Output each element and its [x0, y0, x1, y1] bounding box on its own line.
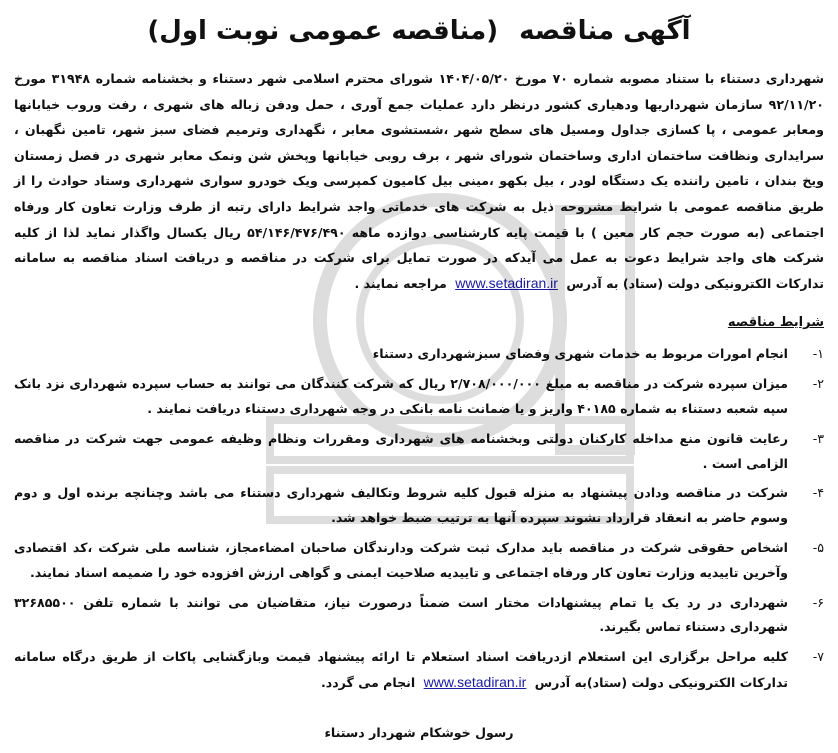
condition-number: ۶- [812, 594, 824, 610]
condition-text: انجام امورات مربوط به خدمات شهری وفضای سبزشهرداری دستناء [372, 346, 788, 362]
condition-number: ۴- [812, 485, 824, 501]
setad-link-intro[interactable]: www.setadiran.ir [455, 274, 558, 291]
title-sub: (مناقصه عمومی نوبت اول) [147, 16, 499, 46]
condition-number: ۱- [812, 346, 824, 362]
condition-text-7 [14, 645, 788, 696]
condition-text: میزان سپرده شرکت در مناقصه به مبلغ ۲/۷۰۸/۰۰۰/۰۰۰ ریال که شرکت کنندگان می توانند به حساب سپرده شهرداری نزد بانک سپه شعبه دستناء به شماره ۴۰۱۸۵ واریز و یا ضمانت نامه بانکی در وجه شهرداری دستناء دریافت نمایند . [14, 376, 788, 416]
condition-item-5 [14, 536, 824, 586]
condition-number: ۲- [812, 376, 824, 392]
condition-item-3 [14, 427, 824, 477]
mayor-signature: رسول خوشکام شهردار دستناء [324, 725, 514, 740]
condition-7-tail: انجام می گردد. [320, 674, 416, 690]
condition-number: ۵- [812, 539, 824, 555]
condition-number: ۷- [812, 649, 824, 665]
condition-text: اشخاص حقوقی شرکت در مناقصه باید مدارک ثبت شرکت ودارندگان صاحبان امضاءمجاز، شناسه ملی شرکت ،کد اقتصادی وآخرین تاییدیه وزارت تعاون کار ورفاه اجتماعی و تاییدیه صلاحیت ایمنی و گواهی ارزش افزوده خود را ضمیمه اسناد نمایند. [14, 539, 788, 580]
condition-item-6 [14, 591, 824, 641]
condition-7-text: کلیه مراحل برگزاری این استعلام ازدریافت اسناد استعلام تا ارائه پیشنهاد قیمت وبازگشایی پاکات از طریق درگاه سامانه تدارکات الکترونیکی دولت (ستاد)به آدرس [14, 649, 788, 690]
notice-title [14, 14, 824, 48]
condition-item-7 [14, 645, 824, 696]
condition-text: شهرداری در رد یک یا تمام پیشنهادات مختار است ضمناً درصورت نیاز، متقاضیان می توانند با شماره تلفن ۳۲۶۸۵۵۰۰ شهرداری دستناء تماس بگیرند. [14, 594, 788, 635]
intro-text: شهرداری دستناء با ستناد مصوبه شماره ۷۰ مورخ ۱۴۰۴/۰۵/۲۰ شورای محترم اسلامی شهر دستناء و بخشنامه شماره ۳۱۹۴۸ مورخ ۹۲/۱۱/۲۰ سازمان شهرداریها ودهیاری کشور درنظر دارد عملیات جمع آوری ، حمل ودفن زباله های شهری ، رفت وروب خیابانها ومعابر عمومی ، پا کسازی جداول ومسیل های سطح شهر ،شستشوی معابر ، نگهداری وترمیم فضای سبز شهر، تامین نگهبان ، سرایداری ونظافت ساختمان اداری وساختمان شورای شهر ، برف روبی خیابانها وپخش شن ونمک معابر شهری در فصل زمستان ویخ بندان ، تامین راننده یک دستگاه لودر ، بیل بکهو ،مینی بیل کامیون کمپرسی ویک خودرو سواری شهرداری وستاد حوادث را از طریق مناقصه عمومی با شرایط مشروحه ذیل به شرکت های خدماتی واجد شرایط دارای رتبه از طرف وزارت تعاون کار ورفاه اجتماعی (به صورت حجم کار معین ) با قیمت پایه کارشناسی دوازده ماهه ۵۴/۱۴۶/۴۷۶/۴۹۰ ریال یکسال واگذار نماید لذا از کلیه شرکت های واجد شرایط دعوت به عمل می آیدکه در صورت تمایل برای شرکت در مناقصه و دریافت اسناد مناقصه به سامانه تدارکات الکترونیکی دولت (ستاد) به آدرس [14, 71, 824, 291]
title-main: آگهی مناقصه [519, 16, 691, 46]
intro-paragraph [14, 66, 824, 296]
condition-text: رعایت قانون منع مداخله کارکنان دولتی وبخشنامه های شهرداری ومقررات ونظام وظیفه عمومی جهت شرکت در مناقصه الزامی است . [14, 430, 788, 471]
conditions-heading: شرایط مناقصه [727, 315, 824, 331]
conditions-list [14, 342, 824, 695]
condition-item-4 [14, 481, 824, 531]
condition-item-2 [14, 372, 824, 422]
condition-item-1 [14, 342, 824, 367]
condition-text: شرکت در مناقصه ودادن پیشنهاد به منزله قبول کلیه شروط وتکالیف شهرداری دستناء می باشد وچنانچه برنده اول و دوم وسوم حاضر به انعقاد قرارداد نشوند سپرده آنها به ترتیب ضبط خواهد شد. [14, 485, 788, 526]
intro-tail: مراجعه نمایند . [354, 275, 447, 291]
condition-number: ۳- [812, 430, 824, 446]
setad-link-condition[interactable]: www.setadiran.ir [423, 673, 527, 690]
